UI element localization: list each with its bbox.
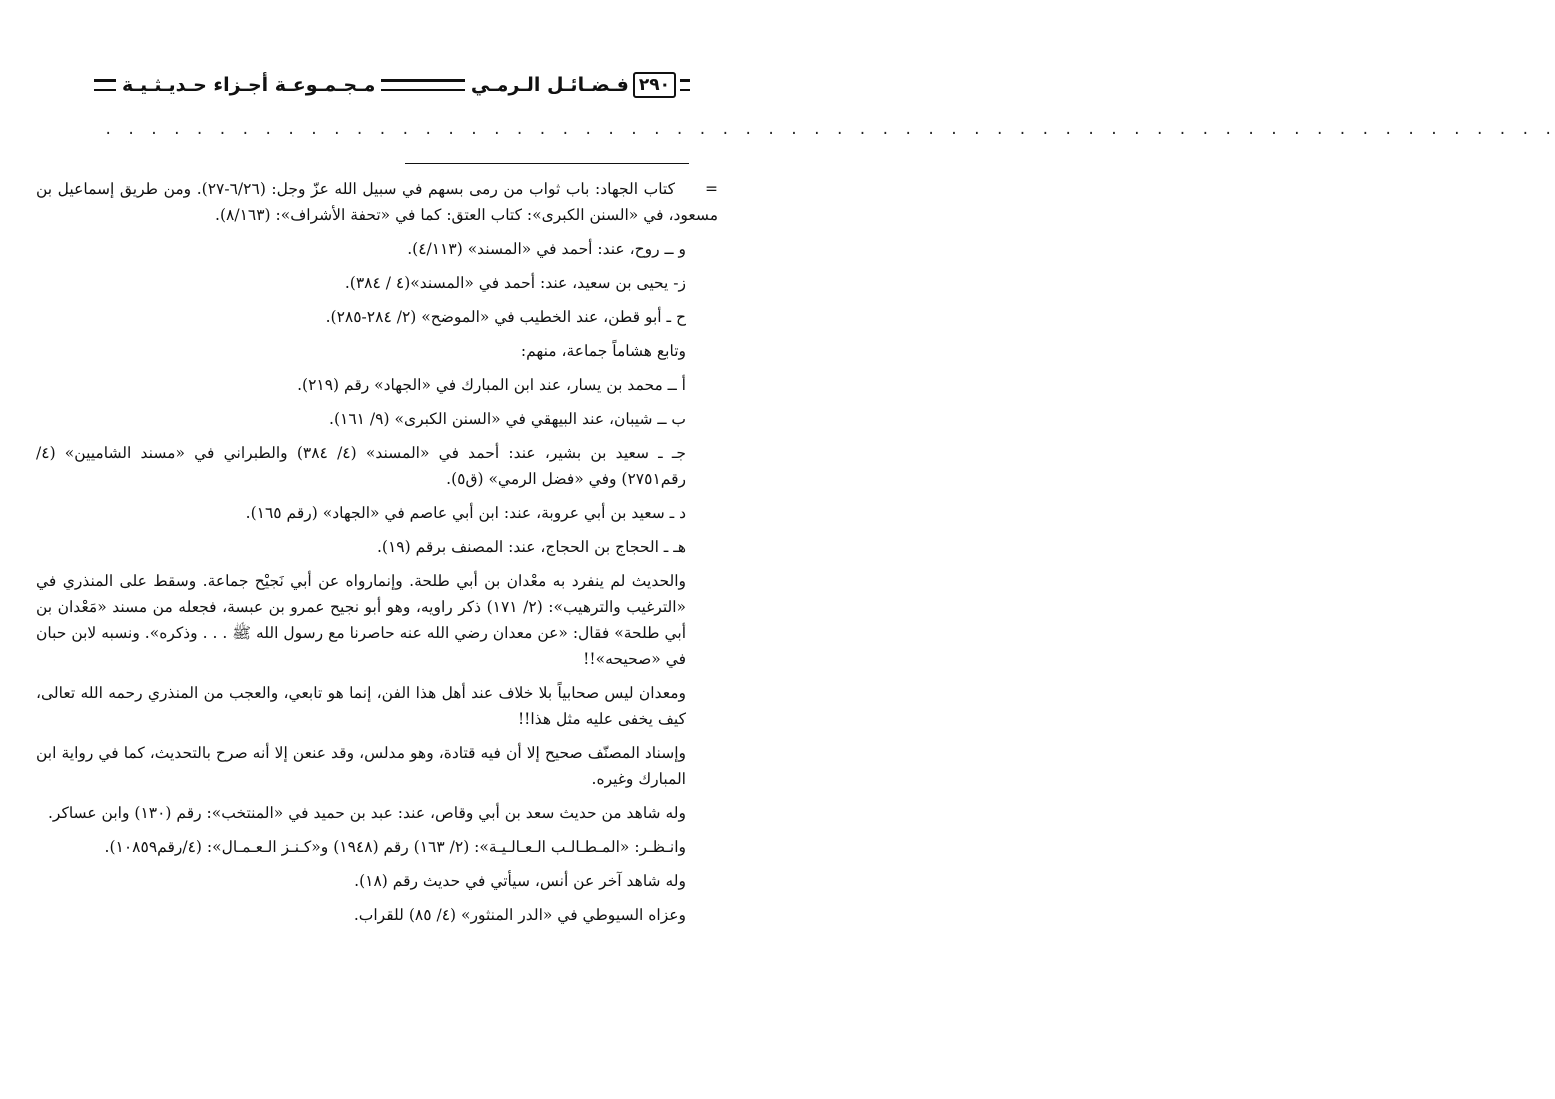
header-rule-left-end [94,79,116,91]
footnote-paragraph: ب ــ شيبان، عند البيهقي في «السنن الكبرى» (٩/ ١٦١). [329,410,686,428]
header-rule-middle [381,79,465,91]
chapter-title: فـضـائـل الـرمـي [470,74,629,96]
footnote-paragraph: وتابع هشاماً جماعة، منهم: [520,342,686,360]
footnote-paragraph: أ ــ محمد بن يسار، عند ابن المبارك في «الجهاد» رقم (٢١٩). [297,376,686,394]
footnote-paragraph: جـ ـ سعيد بن بشير، عند: أحمد في «المسند» (٤/ ٣٨٤) والطبراني في «مسند الشاميين» (٤/رقم٢٧٥١) وفي «فضل الرمي» (ق٥). [36,444,687,488]
footnote-paragraph: ومعدان ليس صحابياً بلا خلاف عند أهل هذا الفن، إنما هو تابعي، والعجب من المنذري رحمه الله تعالى، كيف يخفى عليه مثل هذا!! [36,684,686,728]
page-number: ٢٩٠ [633,72,676,98]
footnote-paragraph: وانـظـر: «المـطـالـب الـعـالـيـة»: (٢/ ١٦٣) رقم (١٩٤٨) و«كـنـز الـعـمـال»: (٤/رقم١٠٨٥٩). [104,838,686,856]
running-header [88,68,690,102]
header-rule-right-end [680,79,690,91]
footnote-paragraph: و ــ روح، عند: أحمد في «المسند» (٤/١١٣). [407,240,686,258]
footnote-body [36,176,718,936]
footnote-paragraph: وعزاه السيوطي في «الدر المنثور» (٤/ ٨٥) للقراب. [353,906,686,924]
footnote-paragraph: وإسناد المصنّف صحيح إلا أن فيه قتادة، وهو مدلس، وقد عنعن إلا أنه صرح بالتحديث، كما في رواية ابن المبارك وغيره. [36,744,686,788]
footnote-paragraph: ز- يحيى بن سعيد، عند: أحمد في «المسند»(٤ / ٣٨٤). [344,274,686,292]
footnote-paragraph: والحديث لم ينفرد به معْدان بن أبي طلحة. وإنمارواه عن أبي نَجيْح جماعة. وسقط على المنذري في «الترغيب والترهيب»: (٢/ ١٧١) ذكر راويه، وهو أبو نجيح عمرو بن عبسة، فجعله من مسند «مَعْدان بن أبي طلحة» فقال: «عن معدان رضي الله عنه حاصرنا مع رسول الله ﷺ . . . وذكره». ونسبه لابن حبان في «صحيحه»!! [36,572,687,668]
book-title: مـجـمـوعـة أجـزاء حـديـثـيـة [122,74,376,96]
footnote-paragraph: وله شاهد آخر عن أنس، سيأتي في حديث رقم (١٨). [354,872,686,890]
footnote-paragraph-text: كتاب الجهاد: باب ثواب من رمى بسهم في سبيل الله عزّ وجل: (٦/٢٦-٢٧). ومن طريق إسماعيل بن مسعود، في «السنن الكبرى»: كتاب العتق: كما في «تحفة الأشراف»: (٨/١٦٣). [36,180,718,224]
footnote-paragraph: ح ـ أبو قطن، عند الخطيب في «الموضح» (٢/ ٢٨٤-٢٨٥). [325,308,686,326]
footnote-paragraph [36,176,718,228]
footnote-paragraph: هـ ـ الحجاج بن الحجاج، عند: المصنف برقم (١٩). [376,538,686,556]
footnote-paragraph: د ـ سعيد بن أبي عروبة، عند: ابن أبي عاصم في «الجهاد» (رقم ١٦٥). [245,504,686,522]
footnote-paragraph: وله شاهد من حديث سعد بن أبي وقاص، عند: عبد بن حميد في «المنتخب»: رقم (١٣٠) وابن عساكر. [47,804,686,822]
continuation-mark: = [705,180,718,198]
dotted-separator: . . . . . . . . . . . . . . . . . . . . . . . . . . . . . . . . . . . . . . . . . . . . . . . . . . . . . . . . . . . . . . . . [104,122,1555,138]
footnote-rule [405,163,689,164]
